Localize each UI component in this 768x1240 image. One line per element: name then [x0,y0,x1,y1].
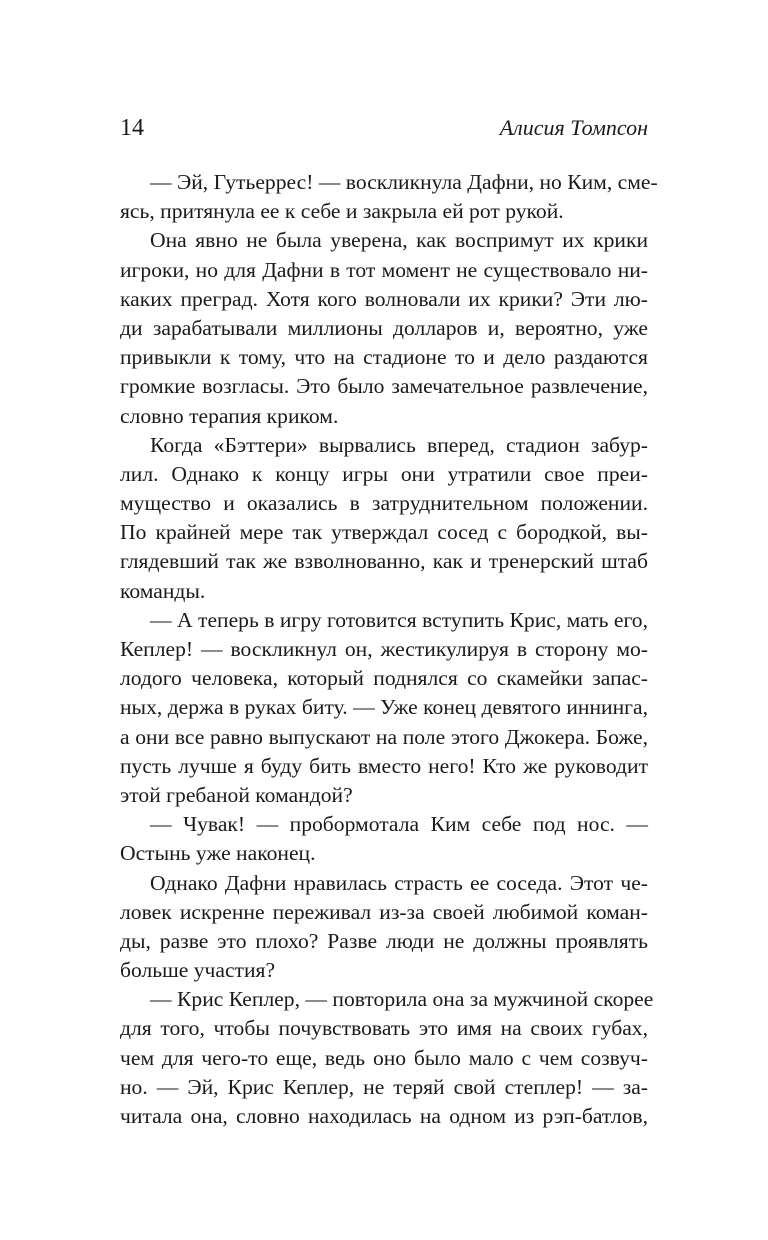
paragraph [120,168,658,226]
text-line: больше участия? [120,958,276,983]
text-line: Она явно не была уверена, как воспримут их крики [150,228,648,253]
text-line: читала она, словно находилась на одном из рэп-батлов, [120,1104,648,1128]
page-number: 14 [120,115,144,141]
text-line: — Крис Кеплер, — повторила она за мужчиной скорее [150,987,654,1012]
paragraph [120,431,648,606]
text-line: чем для чего-то еще, ведь оно было мало с чем созвуч- [120,1045,648,1070]
text-line: Остынь уже наконец. [120,841,316,866]
text-line: ди зарабатывали миллионы долларов и, вероятно, уже [120,315,648,340]
paragraph [120,869,648,986]
paragraph [120,985,654,1131]
text-line: мущество и оказались в затруднительном положении. [120,491,648,516]
text-line: — Эй, Гутьеррес! — воскликнула Дафни, но Ким, сме- [150,170,658,194]
text-line: Кеплер! — воскликнул он, жестикулируя в сторону мо- [120,637,648,661]
text-line: глядевший так же взволнованно, как и тренерский штаб [120,549,648,574]
page-header [120,112,648,144]
text-line: игроки, но для Дафни в тот момент не существовало ни- [120,257,648,282]
text-line: ясь, притянула ее к себе и закрыла ей рот рукой. [120,199,564,224]
text-line: ловек искренне переживал из-за своей любимой коман- [120,899,648,924]
body-text [120,168,658,1131]
text-line: но. — Эй, Крис Кеплер, не теряй свой степлер! — за- [120,1074,648,1099]
text-line: а они все равно выпускают на поле этого Джокера. Боже, [120,724,648,749]
text-line: привыкли к тому, что на стадионе то и дело раздаются [120,345,648,370]
text-line: этой гребаной командой? [120,782,353,807]
paragraph [120,606,648,810]
text-line: команды. [120,578,206,603]
text-line: Однако Дафни нравилась страсть ее соседа. Этот че- [150,870,648,895]
paragraph [120,810,648,868]
text-line: лодого человека, который поднялся со скамейки запас- [120,666,648,691]
text-line: каких преград. Хотя кого волновали их крики? Эти лю- [120,286,648,311]
text-line: пусть лучше я буду бить вместо него! Кто же руководит [120,753,648,778]
text-line: громкие возгласы. Это было замечательное развлечение, [120,374,648,399]
text-line: — А теперь в игру готовится вступить Крис, мать его, [150,607,648,632]
text-line: По крайней мере так утверждал сосед с бородкой, вы- [120,520,648,545]
running-head-author: Алисия Томпсон [499,115,648,140]
text-line: Когда «Бэттери» вырвались вперед, стадион забур- [150,432,648,457]
text-line: — Чувак! — пробормотала Ким себе под нос. — [150,812,648,837]
text-line: ных, держа в руках биту. — Уже конец девятого иннинга, [120,695,648,720]
text-line: для того, чтобы почувствовать это имя на своих губах, [120,1016,648,1041]
text-line: словно терапия криком. [120,403,339,428]
paragraph [120,226,648,430]
text-line: ды, разве это плохо? Разве люди не должны проявлять [120,928,648,953]
text-line: лил. Однако к концу игры они утратили свое преи- [120,461,648,486]
